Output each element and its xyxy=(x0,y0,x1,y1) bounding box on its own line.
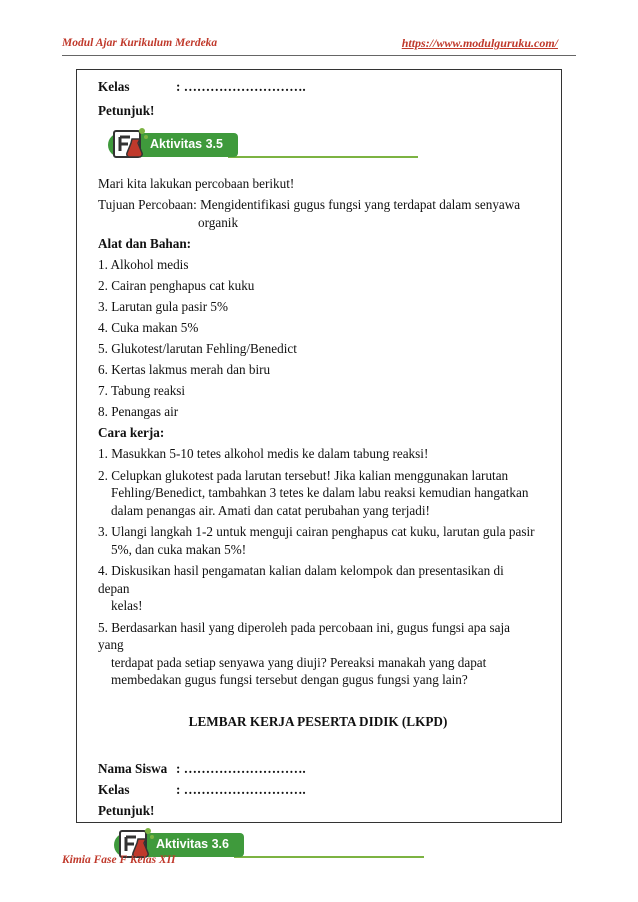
petunjuk-heading: Petunjuk! xyxy=(98,103,155,118)
nama-blank: : ………………………. xyxy=(176,760,306,776)
experiment-icon xyxy=(112,125,150,161)
step-3-line1: 3. Ulangi langkah 1-2 untuk menguji cairan penghapus cat kuku, larutan gula pasir xyxy=(98,524,535,539)
kelas-label-2: Kelas xyxy=(98,781,130,797)
activity-banner-3-5 xyxy=(98,125,538,163)
step-3 xyxy=(98,523,538,558)
step-5 xyxy=(98,619,538,689)
tujuan-text: Mengidentifikasi gugus fungsi yang terdapat dalam senyawa xyxy=(200,197,521,212)
list-item: 3. Larutan gula pasir 5% xyxy=(98,299,229,314)
cara-heading: Cara kerja: xyxy=(98,425,165,440)
step-2-line1: 2. Celupkan glukotest pada larutan tersebut! Jika kalian menggunakan larutan xyxy=(98,467,509,483)
step-1: 1. Masukkan 5-10 tetes alkohol medis ke dalam tabung reaksi! xyxy=(98,446,429,461)
banner-rule xyxy=(234,856,424,858)
nama-label: Nama Siswa xyxy=(98,760,168,776)
activity-label: Aktivitas 3.6 xyxy=(156,836,229,851)
step-5-line2: terdapat pada setiap senyawa yang diuji? Pereaksi manakah yang dapat xyxy=(111,654,487,670)
tujuan-row xyxy=(98,194,538,215)
step-5-line3: membedakan gugus fungsi tersebut dengan gugus fungsi yang lain? xyxy=(111,672,468,687)
tujuan-label: Tujuan Percobaan: xyxy=(98,197,197,212)
nama-row xyxy=(98,758,538,779)
intro-text: Mari kita lakukan percobaan berikut! xyxy=(98,176,295,191)
kelas-blank: : ………………………. xyxy=(176,79,306,94)
step-2-line3: dalam penangas air. Amati dan catat perubahan yang terjadi! xyxy=(111,502,430,518)
step-3-line2: 5%, dan cuka makan 5%! xyxy=(111,541,247,557)
lkpd-title: LEMBAR KERJA PESERTA DIDIK (LKPD) xyxy=(188,713,448,729)
step-5-line1: 5. Berdasarkan hasil yang diperoleh pada percobaan ini, gugus fungsi apa saja yang xyxy=(98,619,510,652)
alat-heading: Alat dan Bahan: xyxy=(98,236,192,251)
step-2-line2: Fehling/Benedict, tambahkan 3 tetes ke dalam labu reaksi kemudian hangatkan xyxy=(111,485,529,500)
kelas-blank-2: : ………………………. xyxy=(176,781,306,797)
header-module-title: Modul Ajar Kurikulum Merdeka xyxy=(62,37,218,49)
header-divider xyxy=(62,55,576,56)
step-4 xyxy=(98,562,538,615)
tujuan-text-cont: organik xyxy=(198,215,239,230)
step-2 xyxy=(98,467,538,520)
list-item: 1. Alkohol medis xyxy=(98,257,189,272)
step-4-line1: 4. Diskusikan hasil pengamatan kalian dalam kelompok dan presentasikan di depan xyxy=(98,563,504,596)
activity-label: Aktivitas 3.5 xyxy=(150,137,223,151)
list-item: 8. Penangas air xyxy=(98,404,179,419)
list-item: 7. Tabung reaksi xyxy=(98,383,186,398)
banner-rule xyxy=(228,156,418,158)
header-website-link[interactable]: https://www.modulguruku.com/ xyxy=(401,36,558,50)
kelas-row-2 xyxy=(98,779,538,800)
petunjuk-heading-2: Petunjuk! xyxy=(98,802,155,818)
kelas-row xyxy=(98,76,538,97)
list-item: 2. Cairan penghapus cat kuku xyxy=(98,278,255,293)
list-item: 5. Glukotest/larutan Fehling/Benedict xyxy=(98,341,297,356)
list-item: 6. Kertas lakmus merah dan biru xyxy=(98,362,271,377)
worksheet-content xyxy=(98,76,538,871)
kelas-label: Kelas xyxy=(98,79,130,94)
footer-title: Kimia Fase F Kelas XII xyxy=(62,854,176,866)
step-4-line2: kelas! xyxy=(111,598,143,613)
list-item: 4. Cuka makan 5% xyxy=(98,320,199,335)
